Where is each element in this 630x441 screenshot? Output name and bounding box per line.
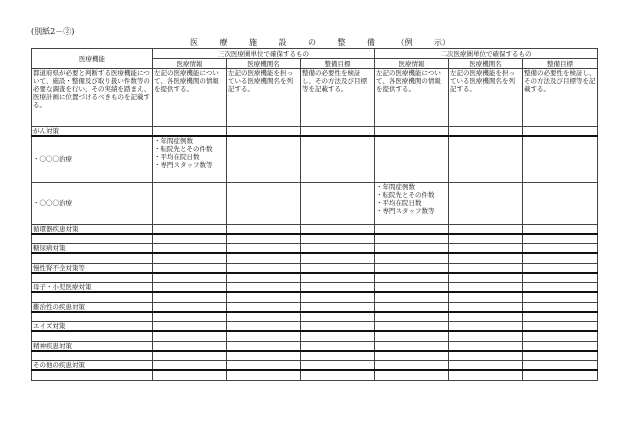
table-cell bbox=[227, 253, 301, 263]
table-cell bbox=[301, 302, 375, 312]
section-cancer: がん対策 bbox=[32, 127, 153, 137]
table-cell bbox=[375, 322, 449, 332]
table-cell bbox=[227, 322, 301, 332]
table-cell bbox=[523, 263, 598, 273]
section-other: その他の疾患対策 bbox=[32, 361, 153, 371]
section-cardio: 循環器疾患対策 bbox=[32, 224, 153, 234]
section-aids: エイズ対策 bbox=[32, 322, 153, 332]
table-cell bbox=[227, 341, 301, 351]
table-cell bbox=[375, 312, 449, 322]
title-char: 整 bbox=[337, 38, 346, 47]
table-cell bbox=[227, 351, 301, 361]
table-cell bbox=[153, 341, 227, 351]
info-item: ・ 専門スタッフ数等 bbox=[154, 161, 225, 169]
table-cell bbox=[227, 263, 301, 273]
header-facility-name: 医療機関名 bbox=[227, 59, 301, 69]
table-cell bbox=[449, 244, 523, 254]
table-cell bbox=[449, 302, 523, 312]
table-cell bbox=[153, 370, 227, 380]
table-cell bbox=[227, 283, 301, 293]
table-cell bbox=[32, 312, 153, 322]
table-cell bbox=[32, 234, 153, 244]
table-cell bbox=[301, 136, 375, 182]
table-cell bbox=[32, 331, 153, 341]
info-item: ・ 転院先とその件数 bbox=[154, 145, 225, 153]
info-item: ・ 専門スタッフ数等 bbox=[376, 207, 447, 215]
table-cell bbox=[227, 244, 301, 254]
info-list bbox=[153, 136, 227, 182]
table-cell bbox=[375, 234, 449, 244]
table-cell bbox=[375, 253, 449, 263]
header-secondary-group: 二次医療圏単位で確保するもの bbox=[375, 49, 598, 59]
table-cell bbox=[301, 224, 375, 234]
table-cell bbox=[153, 351, 227, 361]
table-cell bbox=[301, 263, 375, 273]
table-cell bbox=[449, 341, 523, 351]
table-cell bbox=[301, 273, 375, 283]
table-cell bbox=[153, 331, 227, 341]
table-cell bbox=[375, 361, 449, 371]
table-cell bbox=[301, 341, 375, 351]
table-cell bbox=[301, 361, 375, 371]
facility-table bbox=[31, 48, 598, 381]
table-cell bbox=[301, 370, 375, 380]
section-mental: 精神疾患対策 bbox=[32, 341, 153, 351]
table-cell bbox=[449, 263, 523, 273]
table-cell bbox=[375, 370, 449, 380]
section-ckd: 慢性腎不全対策等 bbox=[32, 263, 153, 273]
info-item: ・ 年間症例数 bbox=[376, 183, 447, 191]
section-diabetes: 糖尿病対策 bbox=[32, 244, 153, 254]
section-intractable: 難治性の疾患対策 bbox=[32, 302, 153, 312]
table-cell bbox=[375, 273, 449, 283]
table-cell bbox=[375, 263, 449, 273]
table-cell bbox=[301, 351, 375, 361]
table-cell bbox=[449, 182, 523, 224]
table-cell bbox=[375, 283, 449, 293]
header-info: 医療情報 bbox=[153, 59, 227, 69]
intro-goal: 整備の必要性を検証し、その方法及び目標等を記載する。 bbox=[523, 69, 598, 127]
title-char: 備 bbox=[367, 38, 375, 47]
page-title bbox=[190, 37, 450, 48]
table-cell bbox=[523, 361, 598, 371]
table-cell bbox=[153, 263, 227, 273]
document-reference: (別紙2－②) bbox=[31, 27, 75, 36]
table-cell bbox=[227, 182, 301, 224]
table-cell bbox=[523, 273, 598, 283]
table-cell bbox=[449, 283, 523, 293]
table-cell bbox=[301, 312, 375, 322]
info-item: ・ 平均在院日数 bbox=[154, 153, 225, 161]
table-cell bbox=[523, 234, 598, 244]
table-cell bbox=[153, 361, 227, 371]
table-cell bbox=[227, 361, 301, 371]
table-cell bbox=[301, 182, 375, 224]
title-char: の bbox=[308, 38, 316, 47]
table-cell bbox=[523, 322, 598, 332]
table-cell bbox=[449, 331, 523, 341]
table-cell bbox=[375, 341, 449, 351]
table-cell bbox=[301, 292, 375, 302]
table-cell bbox=[449, 292, 523, 302]
treatment-row-1 bbox=[32, 136, 598, 182]
header-row-1 bbox=[32, 49, 598, 59]
table-cell bbox=[227, 302, 301, 312]
header-medical-function: 医療機能 bbox=[32, 49, 153, 69]
table-cell bbox=[301, 127, 375, 137]
table-cell bbox=[523, 302, 598, 312]
intro-description: 都道府県が必要と判断する医療機能について、施設・整備及び取り扱い件数等の必要な調査を行い、その実績を踏まえ、医療計画に位置づけるべきものを記載する。 bbox=[32, 69, 153, 127]
intro-name: 左記の医療機能を担っている医療機関名を列記する。 bbox=[449, 69, 523, 127]
info-item: ・ 平均在院日数 bbox=[376, 199, 447, 207]
table-cell bbox=[449, 370, 523, 380]
table-cell bbox=[523, 136, 598, 182]
table-cell bbox=[227, 273, 301, 283]
table-cell bbox=[227, 370, 301, 380]
table-cell bbox=[449, 273, 523, 283]
intro-info: 左記の医療機能について、各医療機関の情報を提供する。 bbox=[375, 69, 449, 127]
table-cell bbox=[375, 351, 449, 361]
table-cell bbox=[153, 273, 227, 283]
table-cell bbox=[375, 331, 449, 341]
table-cell bbox=[301, 322, 375, 332]
header-facility-name: 医療機関名 bbox=[449, 59, 523, 69]
table-cell bbox=[301, 234, 375, 244]
treatment-label: ・〇〇〇治療 bbox=[32, 182, 153, 224]
header-info: 医療情報 bbox=[375, 59, 449, 69]
title-char: 示） bbox=[434, 38, 450, 47]
title-char: （例 bbox=[396, 38, 413, 47]
table-cell bbox=[227, 234, 301, 244]
table-cell bbox=[153, 283, 227, 293]
table-cell bbox=[153, 244, 227, 254]
treatment-label: ・〇〇〇治療 bbox=[32, 136, 153, 182]
table-cell bbox=[449, 312, 523, 322]
table-cell bbox=[523, 182, 598, 224]
table-cell bbox=[227, 136, 301, 182]
table-cell bbox=[523, 292, 598, 302]
table-cell bbox=[301, 244, 375, 254]
table-cell bbox=[375, 292, 449, 302]
table-cell bbox=[523, 341, 598, 351]
table-cell bbox=[523, 244, 598, 254]
table-cell bbox=[375, 136, 449, 182]
table-cell bbox=[301, 331, 375, 341]
table-cell bbox=[375, 302, 449, 312]
header-goal: 整備目標 bbox=[523, 59, 598, 69]
table-cell bbox=[32, 292, 153, 302]
table-cell bbox=[449, 136, 523, 182]
table-cell bbox=[449, 253, 523, 263]
table-cell bbox=[449, 224, 523, 234]
table-cell bbox=[153, 234, 227, 244]
table-cell bbox=[153, 322, 227, 332]
table-cell bbox=[449, 351, 523, 361]
table-cell bbox=[153, 127, 227, 137]
table-cell bbox=[449, 127, 523, 137]
table-cell bbox=[32, 370, 153, 380]
intro-goal: 整備の必要性を検証し、その方法及び目標等を記載する。 bbox=[301, 69, 375, 127]
table-cell bbox=[523, 253, 598, 263]
info-list bbox=[375, 182, 449, 224]
info-item: ・ 転院先とその件数 bbox=[376, 191, 447, 199]
table-cell bbox=[227, 292, 301, 302]
section-row bbox=[32, 127, 598, 137]
table-cell bbox=[227, 312, 301, 322]
table-cell bbox=[153, 182, 227, 224]
info-item: ・ 年間症例数 bbox=[154, 137, 225, 145]
table-cell bbox=[449, 234, 523, 244]
table-cell bbox=[523, 351, 598, 361]
table-cell bbox=[449, 322, 523, 332]
header-goal: 整備目標 bbox=[301, 59, 375, 69]
header-tertiary-group: 三次医療圏単位で確保するもの bbox=[153, 49, 375, 59]
table-cell bbox=[523, 312, 598, 322]
table-cell bbox=[375, 224, 449, 234]
treatment-row-2 bbox=[32, 182, 598, 224]
table-cell bbox=[153, 312, 227, 322]
intro-info: 左記の医療機能について、各医療機関の情報を提供する。 bbox=[153, 69, 227, 127]
table-cell bbox=[449, 361, 523, 371]
table-cell bbox=[153, 292, 227, 302]
table-cell bbox=[301, 253, 375, 263]
intro-row bbox=[32, 69, 598, 127]
title-char: 施 bbox=[249, 38, 257, 47]
table-cell bbox=[227, 127, 301, 137]
section-maternal: 母子・小児医療対策 bbox=[32, 283, 153, 293]
table-cell bbox=[375, 244, 449, 254]
table-cell bbox=[523, 331, 598, 341]
title-char: 医 bbox=[190, 38, 198, 47]
table-cell bbox=[227, 224, 301, 234]
table-cell bbox=[153, 302, 227, 312]
table-cell bbox=[32, 273, 153, 283]
title-char: 療 bbox=[219, 38, 228, 47]
table-cell bbox=[32, 253, 153, 263]
table-cell bbox=[153, 253, 227, 263]
table-cell bbox=[153, 224, 227, 234]
table-cell bbox=[32, 351, 153, 361]
intro-name: 左記の医療機能を担っている医療機関名を列記する。 bbox=[227, 69, 301, 127]
table-cell bbox=[227, 331, 301, 341]
table-cell bbox=[375, 127, 449, 137]
title-char: 設 bbox=[278, 38, 287, 47]
table-cell bbox=[301, 283, 375, 293]
table-cell bbox=[523, 224, 598, 234]
table-cell bbox=[523, 127, 598, 137]
table-cell bbox=[523, 283, 598, 293]
table-cell bbox=[523, 370, 598, 380]
